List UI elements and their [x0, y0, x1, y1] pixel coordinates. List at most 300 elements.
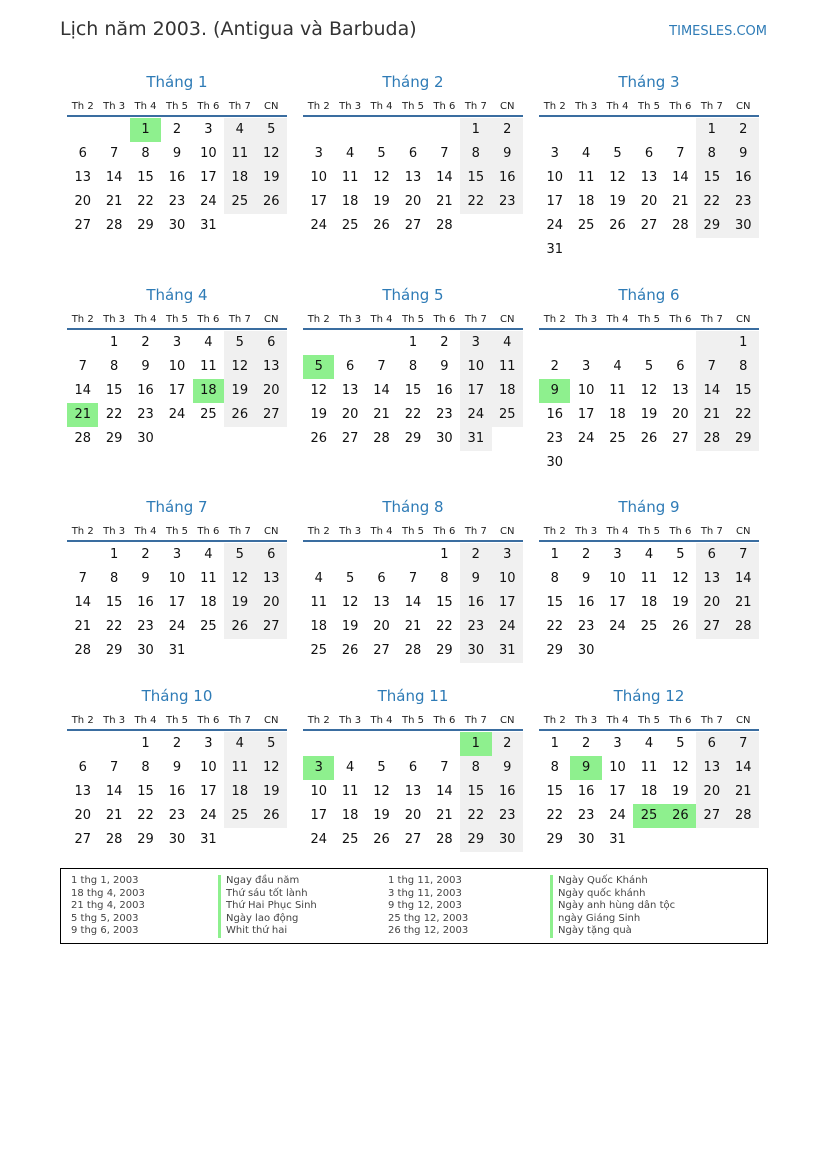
weekday-label: Th 4	[606, 101, 629, 112]
weekday-label: CN	[500, 101, 515, 112]
day-cell: 10	[609, 760, 626, 775]
day-cell: 16	[577, 595, 595, 610]
day-cell: 8	[550, 571, 559, 586]
day-cell: 26	[224, 403, 255, 427]
day-cell: 17	[310, 194, 327, 209]
empty-day-cell	[397, 543, 428, 567]
month-title: Tháng 9	[618, 498, 680, 516]
legend-entry: 21 thg 4, 2003	[71, 900, 145, 911]
legend-entry: 1 thg 1, 2003	[71, 875, 139, 886]
weekday-label: Th 3	[575, 526, 598, 537]
empty-day-cell	[602, 331, 633, 355]
weekday-header	[539, 519, 759, 542]
day-cell: 27	[256, 403, 287, 427]
day-cell: 7	[728, 732, 759, 756]
month-block	[67, 70, 287, 238]
day-cell: 26	[256, 804, 287, 828]
day-cell: 8	[109, 359, 119, 374]
weekday-label: Th 2	[543, 101, 566, 112]
day-cell: 21	[436, 194, 453, 209]
day-cell: 15	[696, 166, 727, 190]
day-cell: 8	[141, 760, 150, 775]
day-cell: 9	[581, 571, 591, 586]
weekday-header	[303, 519, 523, 542]
day-cell: 7	[440, 146, 449, 161]
day-grid	[303, 542, 523, 663]
month-block	[303, 684, 523, 852]
holiday-day-cell: 18	[193, 379, 224, 403]
day-cell: 15	[460, 166, 491, 190]
day-cell: 15	[460, 780, 491, 804]
weekday-label: Th 3	[339, 101, 362, 112]
day-cell: 28	[728, 804, 759, 828]
day-cell: 20	[672, 407, 689, 422]
day-cell: 2	[440, 335, 449, 350]
weekday-label: Th 5	[401, 314, 424, 325]
day-cell: 18	[200, 595, 217, 610]
day-cell: 20	[696, 780, 727, 804]
day-cell: 12	[256, 142, 287, 166]
day-cell: 18	[640, 595, 658, 610]
empty-day-cell	[397, 732, 428, 756]
day-cell: 3	[613, 736, 622, 751]
day-cell: 8	[109, 571, 119, 586]
empty-day-cell	[303, 331, 334, 355]
legend-entry: Ngày lao động	[218, 913, 317, 926]
day-cell: 9	[141, 571, 150, 586]
day-cell: 22	[436, 619, 453, 634]
empty-day-cell	[67, 543, 98, 567]
day-cell: 28	[436, 832, 453, 847]
day-cell: 18	[341, 194, 359, 209]
day-cell: 30	[168, 218, 186, 233]
day-cell: 16	[168, 170, 186, 185]
day-cell: 23	[577, 619, 595, 634]
empty-day-cell	[366, 732, 397, 756]
day-cell: 31	[609, 832, 626, 847]
weekday-label: CN	[264, 715, 279, 726]
day-cell: 12	[373, 170, 390, 185]
day-cell: 18	[224, 166, 255, 190]
day-cell: 28	[696, 427, 727, 451]
weekday-label: Th 3	[103, 715, 126, 726]
weekday-label: Th 5	[165, 314, 188, 325]
weekday-label: Th 7	[228, 101, 251, 112]
day-cell: 6	[256, 543, 287, 567]
weekday-label: CN	[264, 526, 279, 537]
day-cell: 3	[172, 547, 182, 562]
day-cell: 12	[609, 170, 626, 185]
day-cell: 21	[728, 591, 759, 615]
day-cell: 15	[105, 595, 123, 610]
day-cell: 4	[224, 118, 255, 142]
day-cell: 5	[676, 547, 685, 562]
day-cell: 3	[204, 122, 213, 137]
weekday-label: Th 4	[134, 314, 157, 325]
day-cell: 6	[408, 760, 418, 775]
day-grid	[303, 731, 523, 852]
day-cell: 20	[74, 808, 91, 823]
day-cell: 21	[696, 403, 727, 427]
weekday-header	[67, 708, 287, 731]
weekday-label: Th 2	[543, 715, 566, 726]
weekday-label: Th 2	[71, 101, 94, 112]
weekday-label: Th 7	[464, 526, 487, 537]
weekday-label: Th 2	[307, 314, 330, 325]
day-cell: 21	[436, 808, 453, 823]
day-cell: 11	[341, 170, 359, 185]
day-cell: 13	[404, 784, 422, 799]
day-cell: 25	[224, 190, 255, 214]
day-cell: 29	[546, 832, 563, 847]
day-cell: 7	[728, 543, 759, 567]
day-cell: 10	[168, 359, 186, 374]
day-cell: 24	[168, 407, 186, 422]
holiday-legend	[60, 868, 768, 944]
month-title: Tháng 2	[382, 73, 444, 91]
weekday-label: Th 6	[669, 715, 692, 726]
month-title: Tháng 3	[618, 73, 680, 91]
weekday-label: Th 3	[103, 526, 126, 537]
day-cell: 26	[310, 431, 327, 446]
day-cell: 7	[78, 359, 87, 374]
day-cell: 15	[137, 784, 154, 799]
day-cell: 16	[137, 595, 154, 610]
day-cell: 5	[224, 543, 255, 567]
day-cell: 17	[546, 194, 563, 209]
weekday-label: Th 6	[433, 314, 456, 325]
day-cell: 10	[577, 383, 595, 398]
day-cell: 15	[404, 383, 422, 398]
day-cell: 23	[168, 808, 186, 823]
day-cell: 13	[696, 756, 727, 780]
day-cell: 10	[609, 571, 626, 586]
day-cell: 1	[109, 547, 119, 562]
day-cell: 18	[609, 407, 626, 422]
legend-entry: 9 thg 6, 2003	[71, 925, 139, 936]
weekday-label: Th 7	[464, 715, 487, 726]
day-cell: 23	[728, 190, 759, 214]
day-cell: 16	[577, 784, 595, 799]
day-grid	[539, 542, 759, 663]
day-cell: 29	[137, 218, 154, 233]
day-grid	[67, 330, 287, 451]
day-cell: 29	[137, 832, 154, 847]
weekday-label: Th 5	[637, 526, 660, 537]
site-link[interactable]: TIMESLES.COM	[669, 24, 767, 39]
day-cell: 24	[200, 194, 217, 209]
weekday-label: Th 4	[370, 314, 393, 325]
month-block	[67, 495, 287, 663]
weekday-label: Th 3	[339, 715, 362, 726]
day-cell: 19	[341, 619, 359, 634]
day-cell: 24	[609, 808, 626, 823]
weekday-header	[67, 94, 287, 117]
day-cell: 25	[200, 407, 217, 422]
day-cell: 14	[373, 383, 390, 398]
weekday-header	[303, 307, 523, 330]
day-cell: 1	[460, 118, 491, 142]
weekday-label: Th 4	[370, 715, 393, 726]
weekday-label: CN	[736, 526, 751, 537]
day-cell: 30	[436, 431, 453, 446]
day-grid	[303, 330, 523, 451]
day-cell: 1	[141, 736, 150, 751]
month-block	[539, 70, 759, 262]
day-cell: 1	[728, 331, 759, 355]
day-cell: 11	[341, 784, 359, 799]
day-cell: 3	[581, 359, 591, 374]
day-cell: 18	[224, 780, 255, 804]
day-cell: 3	[492, 543, 523, 567]
empty-day-cell	[665, 118, 696, 142]
day-cell: 31	[200, 832, 217, 847]
day-cell: 5	[644, 359, 654, 374]
day-cell: 24	[460, 403, 491, 427]
holiday-day-cell: 26	[665, 804, 696, 828]
day-cell: 19	[640, 407, 658, 422]
day-cell: 12	[672, 760, 689, 775]
weekday-label: Th 4	[370, 101, 393, 112]
weekday-label: Th 7	[464, 314, 487, 325]
day-cell: 7	[676, 146, 685, 161]
empty-day-cell	[67, 331, 98, 355]
day-cell: 2	[550, 359, 559, 374]
day-cell: 3	[314, 146, 323, 161]
day-cell: 29	[436, 643, 453, 658]
day-cell: 5	[377, 760, 386, 775]
day-cell: 15	[137, 170, 154, 185]
day-cell: 16	[728, 166, 759, 190]
legend-entry: 26 thg 12, 2003	[388, 925, 469, 936]
weekday-label: Th 7	[464, 101, 487, 112]
day-cell: 23	[546, 431, 563, 446]
day-cell: 17	[609, 784, 626, 799]
weekday-label: Th 5	[637, 314, 660, 325]
day-cell: 20	[373, 619, 390, 634]
day-cell: 3	[460, 331, 491, 355]
day-cell: 31	[460, 427, 491, 451]
weekday-label: Th 2	[307, 526, 330, 537]
day-cell: 30	[728, 214, 759, 238]
day-cell: 1	[408, 335, 418, 350]
empty-day-cell	[665, 331, 696, 355]
holiday-day-cell: 9	[539, 379, 570, 403]
day-cell: 7	[408, 571, 418, 586]
day-cell: 8	[408, 359, 418, 374]
day-cell: 27	[256, 615, 287, 639]
day-cell: 31	[492, 639, 523, 663]
day-cell: 31	[546, 242, 563, 257]
day-cell: 1	[440, 547, 449, 562]
weekday-label: Th 7	[228, 314, 251, 325]
empty-day-cell	[696, 331, 727, 355]
day-cell: 7	[696, 355, 727, 379]
day-cell: 26	[609, 218, 626, 233]
day-cell: 7	[109, 760, 119, 775]
day-cell: 23	[492, 190, 523, 214]
day-cell: 29	[105, 431, 123, 446]
legend-entry: 5 thg 5, 2003	[71, 912, 139, 924]
day-cell: 26	[341, 643, 359, 658]
day-grid	[303, 117, 523, 238]
day-cell: 2	[492, 732, 523, 756]
day-cell: 6	[408, 146, 418, 161]
weekday-label: Th 7	[700, 314, 723, 325]
day-cell: 5	[676, 736, 685, 751]
legend-names-col-2	[550, 875, 675, 938]
day-cell: 23	[492, 804, 523, 828]
day-cell: 5	[345, 571, 355, 586]
day-cell: 2	[728, 118, 759, 142]
day-cell: 20	[404, 808, 422, 823]
day-cell: 14	[696, 379, 727, 403]
day-cell: 5	[256, 118, 287, 142]
day-cell: 10	[460, 355, 491, 379]
legend-entry: 9 thg 12, 2003	[388, 900, 462, 911]
weekday-label: Th 7	[228, 715, 251, 726]
month-block	[539, 684, 759, 852]
day-cell: 21	[373, 407, 390, 422]
day-cell: 20	[404, 194, 422, 209]
legend-names-col-1	[218, 875, 317, 938]
day-cell: 22	[460, 190, 491, 214]
day-cell: 2	[581, 547, 591, 562]
day-cell: 25	[341, 832, 359, 847]
day-cell: 15	[546, 595, 563, 610]
empty-day-cell	[98, 732, 129, 756]
empty-day-cell	[570, 118, 601, 142]
day-cell: 24	[546, 218, 563, 233]
day-cell: 11	[224, 756, 255, 780]
holiday-day-cell: 25	[633, 804, 664, 828]
day-cell: 4	[204, 547, 213, 562]
weekday-label: Th 5	[401, 715, 424, 726]
day-cell: 22	[546, 808, 563, 823]
day-cell: 9	[460, 567, 491, 591]
day-cell: 1	[109, 335, 119, 350]
day-cell: 8	[141, 146, 150, 161]
weekday-label: Th 3	[103, 101, 126, 112]
month-title: Tháng 7	[146, 498, 208, 516]
weekday-label: Th 2	[307, 715, 330, 726]
day-cell: 26	[373, 832, 390, 847]
day-cell: 14	[105, 170, 123, 185]
day-cell: 18	[577, 194, 595, 209]
day-cell: 4	[492, 331, 523, 355]
day-cell: 27	[696, 615, 727, 639]
day-grid	[539, 330, 759, 475]
day-cell: 13	[74, 170, 91, 185]
month-block	[539, 495, 759, 663]
weekday-label: CN	[500, 526, 515, 537]
weekday-label: Th 6	[197, 715, 220, 726]
day-cell: 18	[310, 619, 327, 634]
day-cell: 29	[105, 643, 123, 658]
weekday-label: Th 6	[197, 314, 220, 325]
day-cell: 6	[78, 146, 87, 161]
day-cell: 14	[74, 595, 91, 610]
day-grid	[539, 731, 759, 852]
weekday-label: Th 6	[433, 715, 456, 726]
day-grid	[67, 117, 287, 238]
day-cell: 30	[137, 643, 154, 658]
empty-day-cell	[334, 732, 365, 756]
day-cell: 3	[613, 547, 622, 562]
day-cell: 24	[200, 808, 217, 823]
legend-entry: 25 thg 12, 2003	[388, 912, 469, 924]
day-cell: 27	[672, 431, 689, 446]
day-cell: 12	[640, 383, 658, 398]
day-cell: 20	[696, 591, 727, 615]
month-block	[67, 283, 287, 451]
day-cell: 14	[436, 170, 453, 185]
empty-day-cell	[633, 118, 664, 142]
day-cell: 5	[224, 331, 255, 355]
day-cell: 8	[696, 142, 727, 166]
day-cell: 11	[492, 355, 523, 379]
day-cell: 18	[492, 379, 523, 403]
day-cell: 25	[200, 619, 217, 634]
day-cell: 14	[436, 784, 453, 799]
day-cell: 17	[460, 379, 491, 403]
day-cell: 23	[577, 808, 595, 823]
day-cell: 4	[644, 547, 654, 562]
weekday-label: Th 6	[669, 526, 692, 537]
day-cell: 9	[492, 142, 523, 166]
day-cell: 23	[168, 194, 186, 209]
day-cell: 18	[341, 808, 359, 823]
day-cell: 8	[440, 571, 449, 586]
day-cell: 11	[200, 571, 217, 586]
day-cell: 16	[137, 383, 154, 398]
weekday-label: Th 2	[543, 314, 566, 325]
day-cell: 29	[460, 828, 491, 852]
day-cell: 13	[672, 383, 689, 398]
day-grid	[539, 117, 759, 262]
day-cell: 6	[696, 543, 727, 567]
day-cell: 13	[404, 170, 422, 185]
empty-day-cell	[67, 732, 98, 756]
weekday-label: Th 3	[575, 715, 598, 726]
month-title: Tháng 11	[377, 687, 449, 705]
day-cell: 5	[377, 146, 386, 161]
empty-day-cell	[429, 732, 460, 756]
day-cell: 12	[672, 571, 689, 586]
legend-dates-col-2	[388, 875, 468, 938]
empty-day-cell	[303, 732, 334, 756]
month-title: Tháng 5	[382, 286, 444, 304]
month-title: Tháng 8	[382, 498, 444, 516]
weekday-header	[303, 94, 523, 117]
day-cell: 13	[256, 567, 287, 591]
day-cell: 22	[105, 619, 123, 634]
month-title: Tháng 1	[146, 73, 208, 91]
day-cell: 6	[644, 146, 654, 161]
weekday-label: Th 2	[71, 715, 94, 726]
day-cell: 27	[404, 832, 422, 847]
empty-day-cell	[397, 118, 428, 142]
day-cell: 4	[345, 760, 355, 775]
day-cell: 26	[672, 619, 689, 634]
day-cell: 16	[492, 780, 523, 804]
day-cell: 3	[550, 146, 559, 161]
empty-day-cell	[366, 331, 397, 355]
legend-entry: Thứ Hai Phục Sinh	[218, 900, 317, 913]
day-cell: 28	[74, 643, 91, 658]
day-cell: 2	[492, 118, 523, 142]
day-cell: 30	[546, 455, 563, 470]
